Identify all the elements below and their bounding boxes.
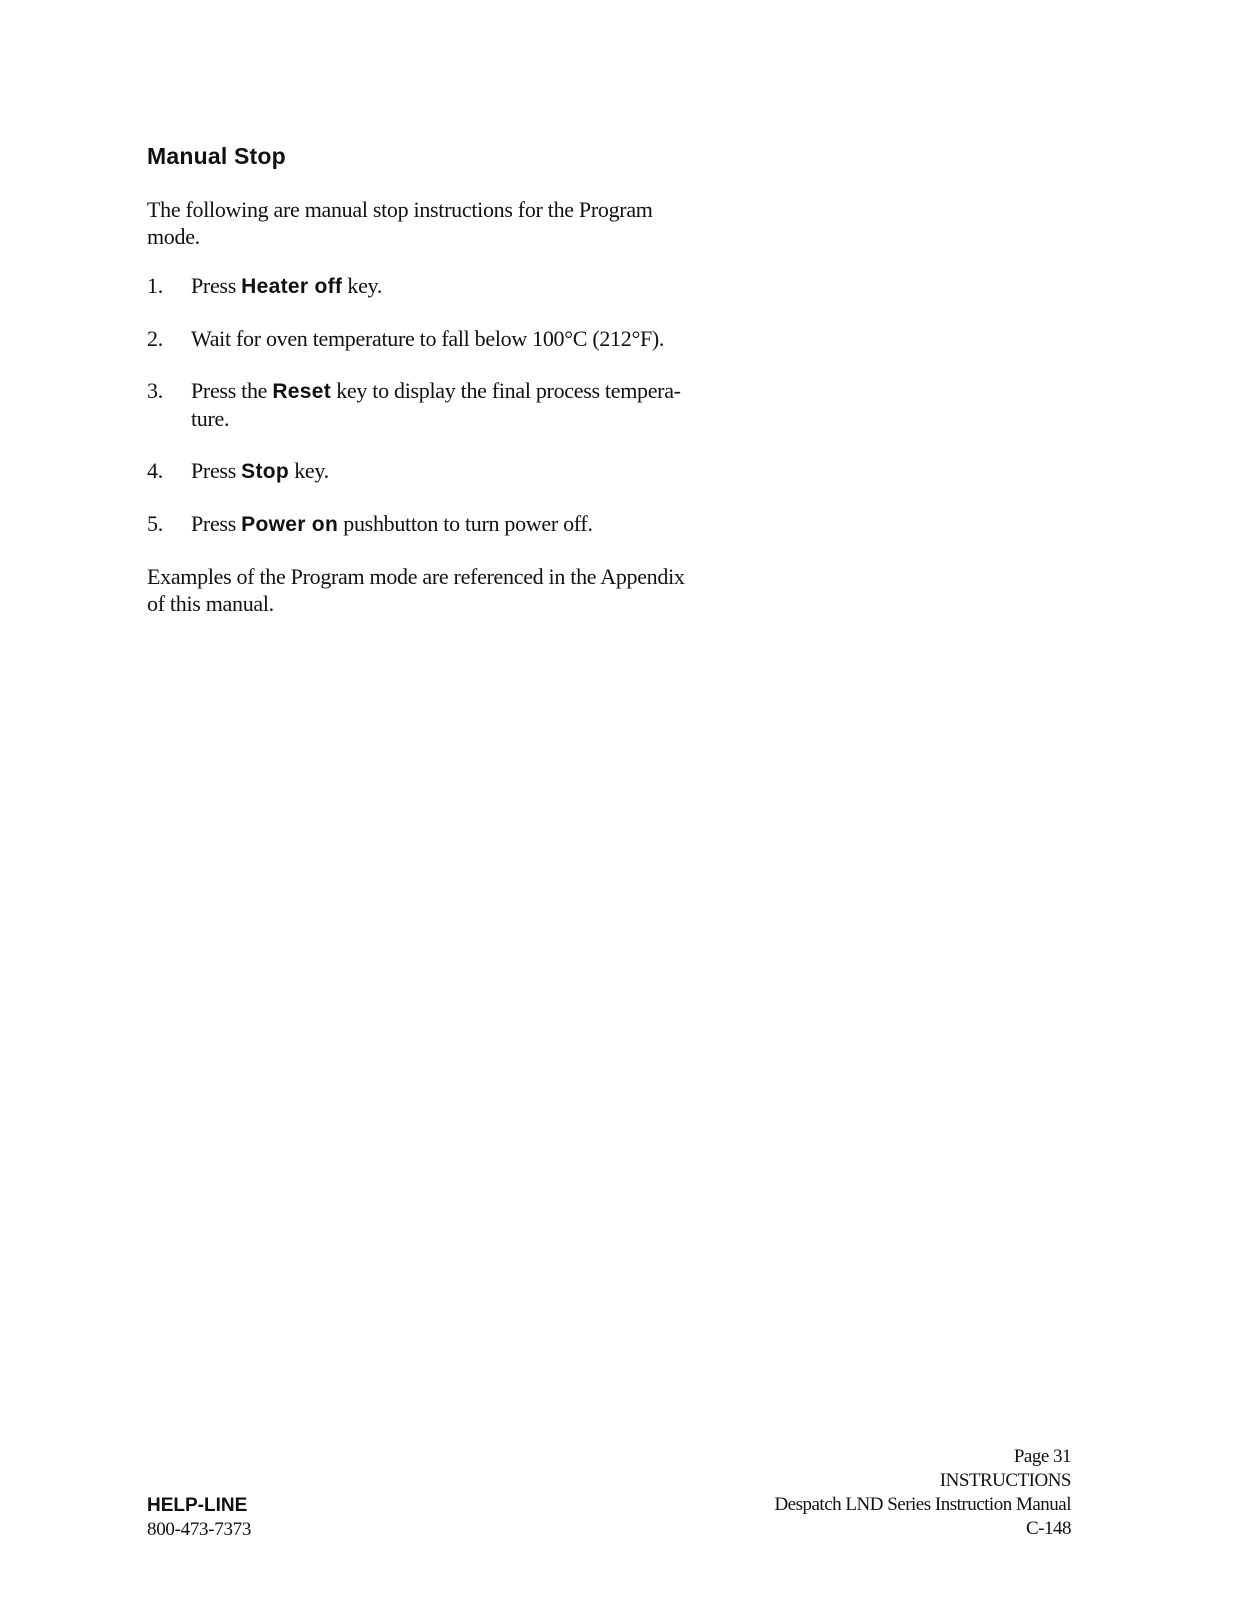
key-name: Stop xyxy=(241,460,290,483)
step-text-after: pushbutton to turn power off. xyxy=(338,511,593,536)
step-text-after: key to display the final process tempera-ture. xyxy=(191,378,681,431)
step-item xyxy=(147,272,707,300)
step-number: 4. xyxy=(147,458,163,483)
step-item xyxy=(147,510,707,538)
step-text-before: Press xyxy=(191,273,242,298)
step-text-before: Press xyxy=(191,458,242,483)
manual-title: Despatch LND Series Instruction Manual xyxy=(774,1494,1071,1515)
step-number: 5. xyxy=(147,511,163,536)
helpline-number: 800-473-7373 xyxy=(147,1519,252,1540)
helpline-label: HELP-LINE xyxy=(147,1495,248,1516)
step-item xyxy=(147,325,707,352)
steps-list xyxy=(147,272,707,538)
step-text-after: key. xyxy=(289,458,329,483)
step-item xyxy=(147,377,707,432)
main-content xyxy=(147,143,707,617)
step-number: 1. xyxy=(147,273,163,298)
step-text xyxy=(191,510,707,538)
step-number: 2. xyxy=(147,326,163,351)
key-name: Power on xyxy=(241,513,339,536)
step-item xyxy=(147,457,707,485)
step-text xyxy=(191,325,707,352)
step-number: 3. xyxy=(147,378,163,403)
step-text-after: key. xyxy=(342,273,383,298)
closing-paragraph: Examples of the Program mode are referenced in the Appendix of this manual. xyxy=(147,564,685,616)
step-text xyxy=(191,272,707,300)
step-text xyxy=(191,377,707,432)
page-number: Page 31 xyxy=(1013,1446,1071,1467)
page-footer-info xyxy=(671,1445,1071,1541)
helpline-block xyxy=(147,1494,347,1542)
key-name: Reset xyxy=(272,380,332,403)
key-name: Heater off xyxy=(241,275,343,298)
step-text-before: Press the xyxy=(191,378,273,403)
intro-paragraph: The following are manual stop instructions for the Program mode. xyxy=(147,197,653,249)
step-text-before: Wait for oven temperature to fall below 100°C (212°F). xyxy=(191,326,665,351)
page-heading: Manual Stop xyxy=(147,143,286,169)
step-text-before: Press xyxy=(191,511,242,536)
section-name: INSTRUCTIONS xyxy=(939,1470,1071,1491)
step-text xyxy=(191,457,707,485)
document-code: C-148 xyxy=(1026,1518,1071,1539)
